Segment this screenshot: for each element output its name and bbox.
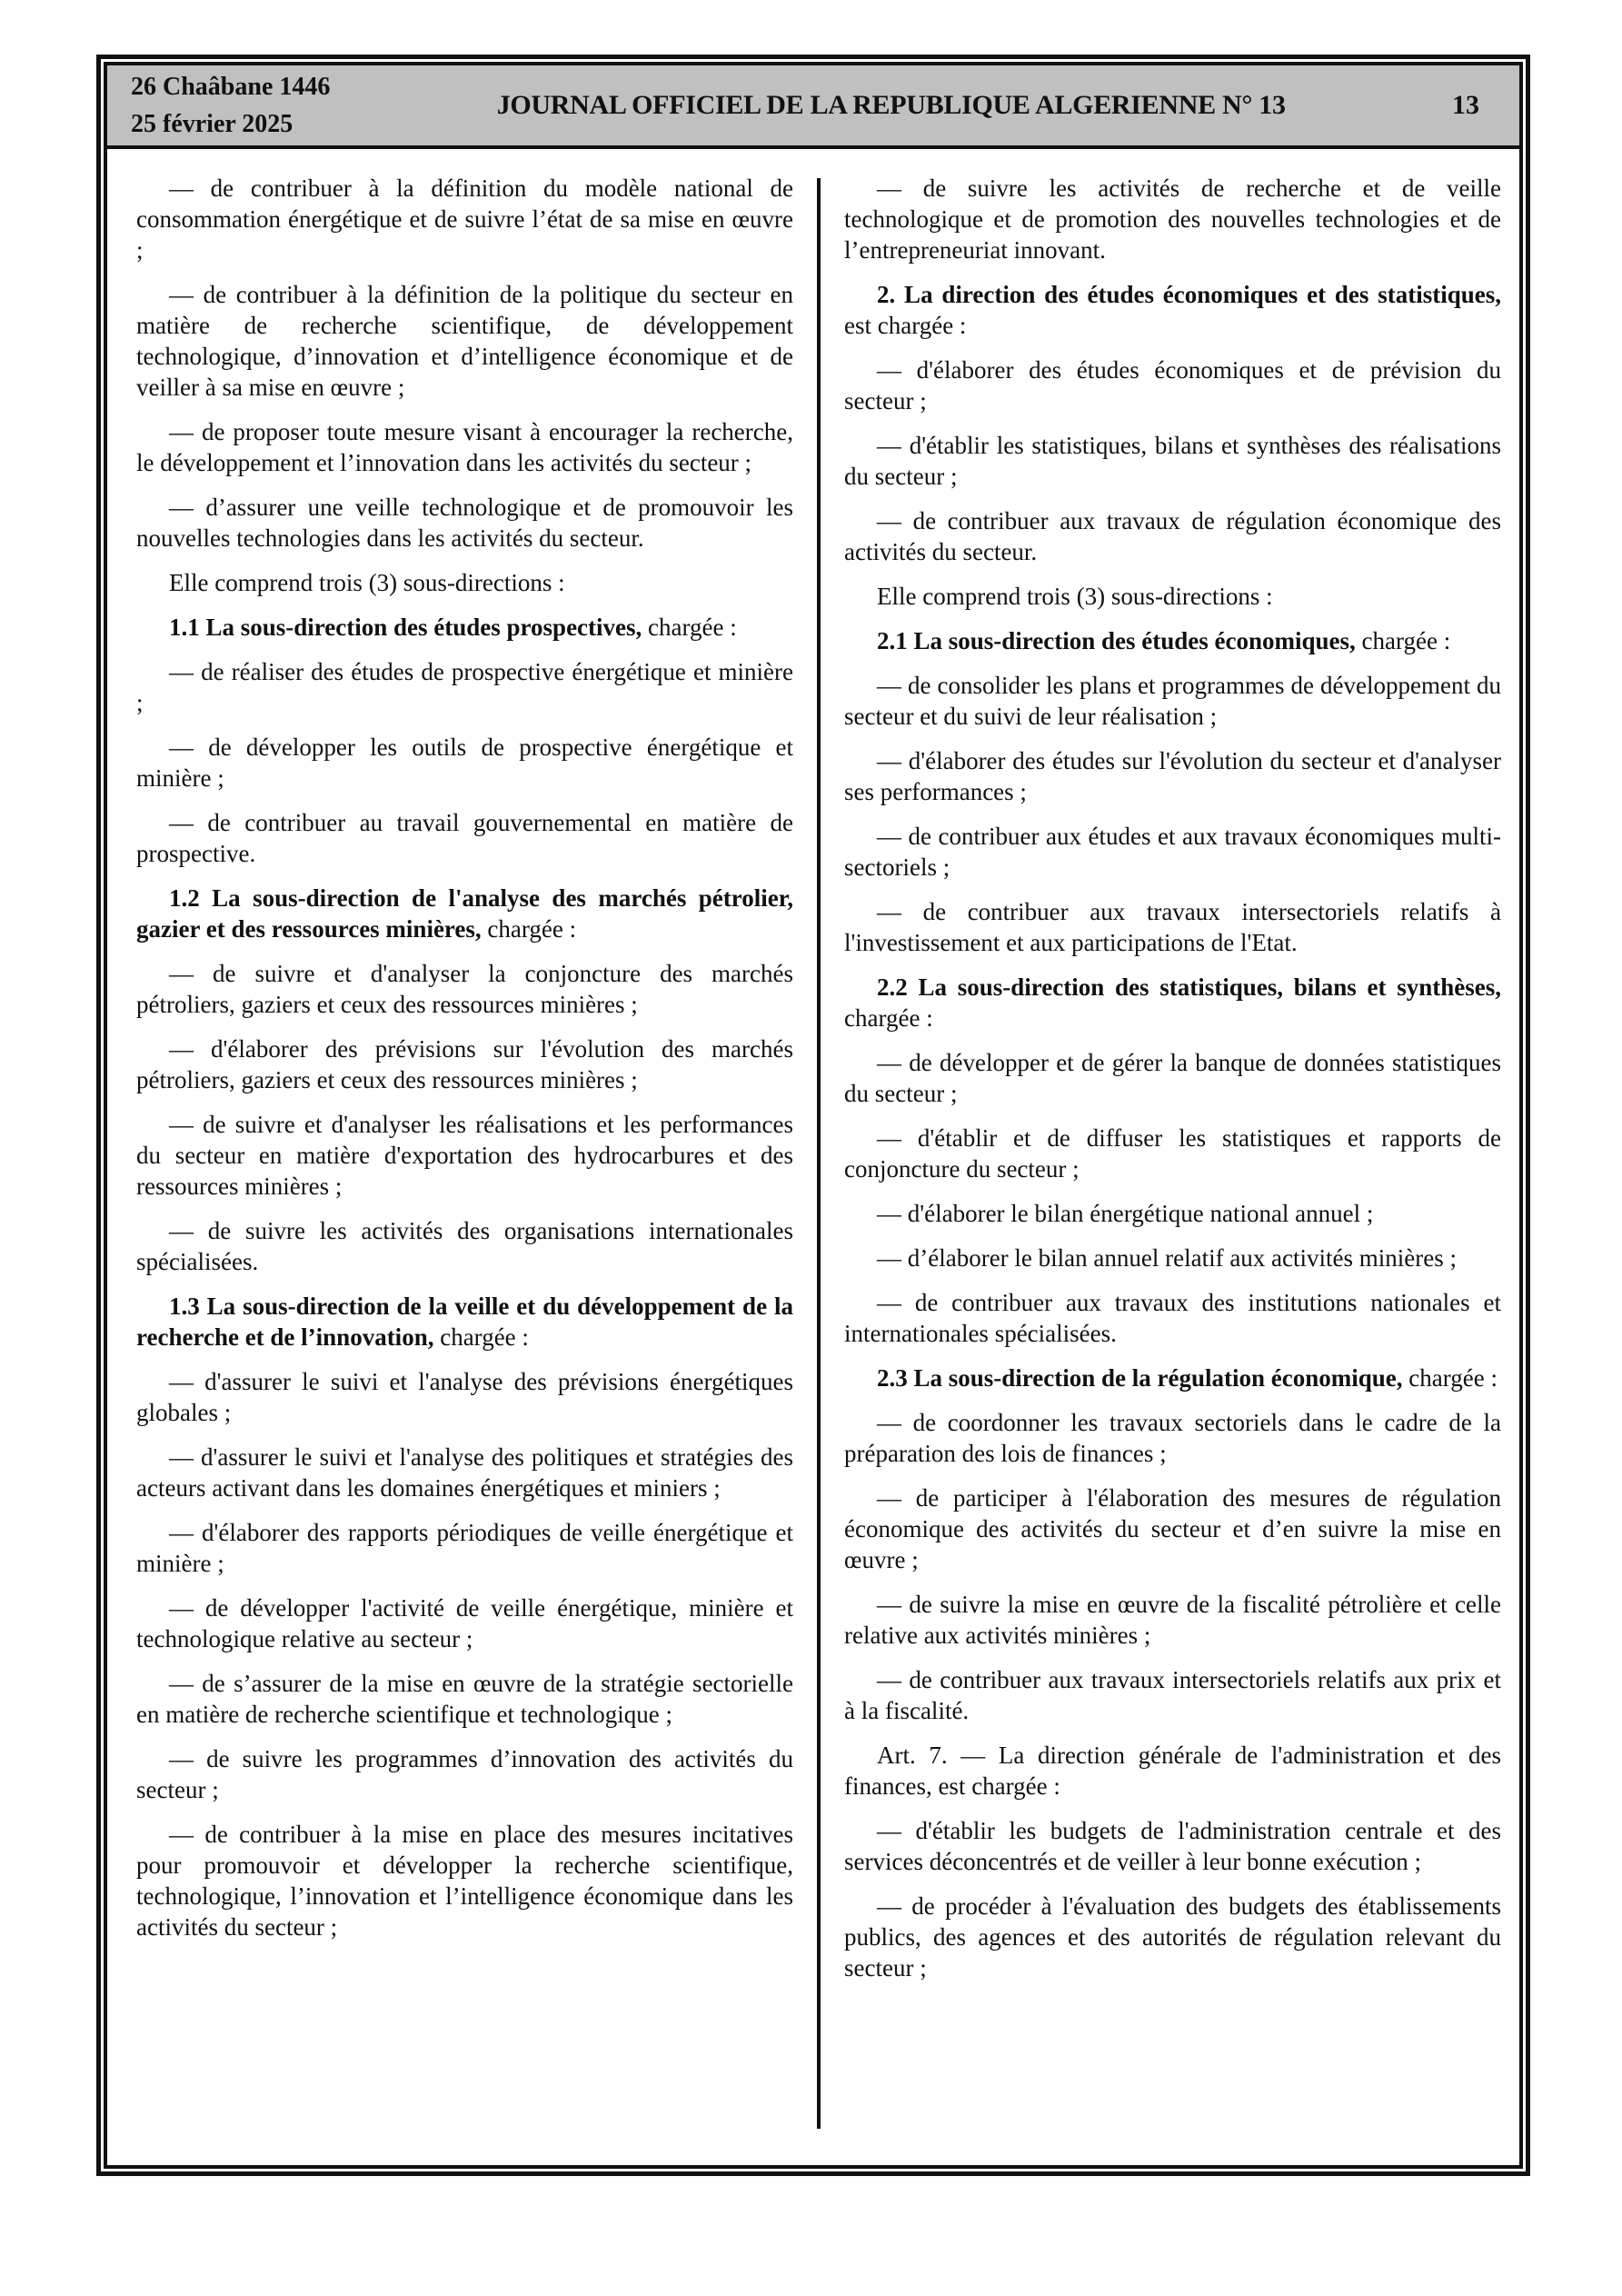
paragraph: — de participer à l'élaboration des mesures de régulation économique des activités du secteur et d’en suivre la mise en œuvre ;	[844, 1484, 1501, 1573]
paragraph: — de contribuer aux travaux des institutions nationales et internationales spécialisées.	[844, 1289, 1501, 1347]
paragraph: — d'assurer le suivi et l'analyse des prévisions énergétiques globales ;	[136, 1368, 793, 1426]
paragraph: — d'assurer le suivi et l'analyse des politiques et stratégies des acteurs activant dans les domaines énergétiques et miniers ;	[136, 1443, 793, 1502]
paragraph: — de réaliser des études de prospective énergétique et minière ;	[136, 658, 793, 716]
paragraph: — de coordonner les travaux sectoriels dans le cadre de la préparation des lois de finances ;	[844, 1409, 1501, 1467]
section-heading: 2.1 La sous-direction des études économiques, chargée :	[877, 627, 1451, 654]
paragraph: — de développer l'activité de veille énergétique, minière et technologique relative au secteur ;	[136, 1594, 793, 1652]
paragraph: Art. 7. — La direction générale de l'administration et des finances, est chargée :	[844, 1742, 1501, 1800]
journal-title: JOURNAL OFFICIEL DE LA REPUBLIQUE ALGERIENNE N° 13	[496, 90, 1286, 120]
paragraph: — de suivre les programmes d’innovation des activités du secteur ;	[136, 1745, 793, 1803]
paragraph: — d'élaborer des études sur l'évolution du secteur et d'analyser ses performances ;	[844, 747, 1501, 805]
paragraph: — de contribuer aux travaux de régulation économique des activités du secteur.	[844, 507, 1501, 565]
date-hijri: 26 Chaâbane 1446	[131, 73, 331, 101]
paragraph: Elle comprend trois (3) sous-directions :	[169, 569, 565, 596]
paragraph: — de procéder à l'évaluation des budgets des établissements publics, des agences et des autorités de régulation relevant du secteur ;	[844, 1892, 1501, 1982]
paragraph: — de développer et de gérer la banque de données statistiques du secteur ;	[844, 1049, 1501, 1107]
page-frame	[96, 55, 1530, 2176]
paragraph: — d'établir les budgets de l'administration centrale et des services déconcentrés et de veiller à leur bonne exécution ;	[844, 1817, 1501, 1875]
section-heading: 2.2 La sous-direction des statistiques, bilans et synthèses, chargée :	[844, 973, 1501, 1032]
paragraph: — d'élaborer des rapports périodiques de veille énergétique et minière ;	[136, 1519, 793, 1577]
paragraph: — d'établir et de diffuser les statistiques et rapports de conjoncture du secteur ;	[844, 1124, 1501, 1183]
page-content	[107, 149, 1519, 2165]
paragraph: Elle comprend trois (3) sous-directions :	[877, 583, 1273, 610]
paragraph: — de proposer toute mesure visant à encourager la recherche, le développement et l’innovation dans les activités du secteur ;	[136, 418, 793, 476]
paragraph: — de contribuer à la mise en place des mesures incitatives pour promouvoir et développer la recherche scientifique, technologique, l’innovation et l’intelligence économique dans les activités du secteur ;	[136, 1821, 793, 1941]
paragraph: — de contribuer aux travaux intersectoriels relatifs à l'investissement et aux participations de l'Etat.	[844, 898, 1501, 956]
paragraph: — de contribuer à la définition de la politique du secteur en matière de recherche scientifique, de développement technologique, d’innovation et d’intelligence économique et de veiller à sa mise en œuvre ;	[136, 281, 793, 401]
paragraph: — de s’assurer de la mise en œuvre de la stratégie sectorielle en matière de recherche scientifique et technologique ;	[136, 1670, 793, 1728]
section-heading: 2.3 La sous-direction de la régulation économique, chargée :	[877, 1364, 1498, 1392]
paragraph: — de suivre les activités de recherche et de veille technologique et de promotion des nouvelles technologies et de l’entrepreneuriat innovant.	[844, 175, 1501, 264]
paragraph: — de consolider les plans et programmes de développement du secteur et du suivi de leur réalisation ;	[844, 672, 1501, 730]
paragraph: — de contribuer au travail gouvernemental en matière de prospective.	[136, 809, 793, 867]
page-frame-inner	[104, 62, 1523, 2169]
page-header	[107, 65, 1519, 149]
page-number: 13	[1452, 90, 1479, 120]
paragraph: — de contribuer aux études et aux travaux économiques multi-sectoriels ;	[844, 823, 1501, 881]
section-heading: 2. La direction des études économiques et des statistiques, est chargée :	[844, 281, 1501, 339]
paragraph: — d'élaborer des études économiques et de prévision du secteur ;	[844, 356, 1501, 414]
column-divider	[817, 178, 821, 2129]
paragraph: — d'établir les statistiques, bilans et synthèses des réalisations du secteur ;	[844, 432, 1501, 490]
paragraph: — de suivre et d'analyser la conjoncture des marchés pétroliers, gaziers et ceux des ressources minières ;	[136, 960, 793, 1018]
paragraph: — de contribuer à la définition du modèle national de consommation énergétique et de suivre l’état de sa mise en œuvre ;	[136, 175, 793, 264]
section-heading: 1.3 La sous-direction de la veille et du développement de la recherche et de l’innovation, chargée :	[136, 1293, 793, 1351]
text-column-left	[136, 173, 793, 2129]
text-column-right	[844, 173, 1501, 2129]
issue-dates	[131, 68, 330, 143]
paragraph: — de contribuer aux travaux intersectoriels relatifs aux prix et à la fiscalité.	[844, 1666, 1501, 1724]
section-heading: 1.1 La sous-direction des études prospectives, chargée :	[169, 614, 737, 641]
section-heading: 1.2 La sous-direction de l'analyse des marchés pétrolier, gazier et des ressources minières, chargée :	[136, 884, 793, 943]
paragraph: — d’assurer une veille technologique et de promouvoir les nouvelles technologies dans les activités du secteur.	[136, 494, 793, 552]
paragraph: — d'élaborer le bilan énergétique national annuel ;	[877, 1200, 1374, 1227]
paragraph: — de développer les outils de prospective énergétique et minière ;	[136, 734, 793, 792]
date-gregorian: 25 février 2025	[131, 110, 294, 138]
paragraph: — de suivre les activités des organisations internationales spécialisées.	[136, 1217, 793, 1275]
paragraph: — de suivre la mise en œuvre de la fiscalité pétrolière et celle relative aux activités minières ;	[844, 1591, 1501, 1649]
paragraph: — de suivre et d'analyser les réalisations et les performances du secteur en matière d'exportation des hydrocarbures et des ressources minières ;	[136, 1111, 793, 1200]
paragraph: — d'élaborer des prévisions sur l'évolution des marchés pétroliers, gaziers et ceux des ressources minières ;	[136, 1035, 793, 1093]
paragraph: — d’élaborer le bilan annuel relatif aux activités minières ;	[877, 1244, 1457, 1272]
